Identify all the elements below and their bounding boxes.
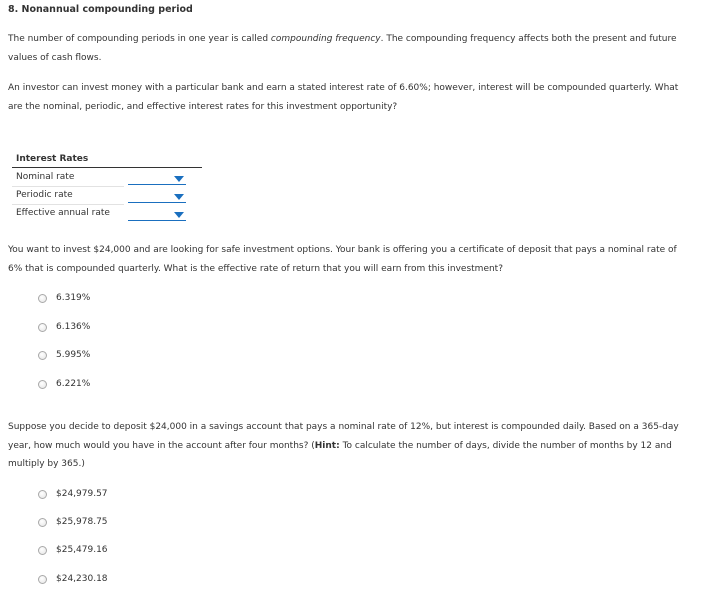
- chevron-down-icon: [174, 194, 184, 200]
- option-label: $24,230.18: [56, 574, 108, 584]
- intro-text-1: The number of compounding periods in one year is called: [8, 34, 271, 44]
- radio-button[interactable]: [38, 490, 47, 499]
- q3-option-3[interactable]: [38, 545, 108, 555]
- q3-option-4[interactable]: [38, 574, 108, 584]
- q2-option-1[interactable]: [38, 293, 90, 303]
- q2-line-2: 6% that is compounded quarterly. What is the effective rate of return that you will earn from this investment?: [8, 263, 503, 274]
- hint-label: Hint:: [314, 440, 340, 451]
- option-label: 6.319%: [56, 293, 91, 303]
- row-divider: [12, 204, 124, 205]
- row-label-nominal-rate: Nominal rate: [16, 172, 75, 182]
- intro-text-2: . The compounding frequency affects both the present and future: [380, 34, 677, 44]
- option-label: 6.221%: [56, 379, 91, 389]
- option-label: $25,479.16: [56, 545, 108, 555]
- q3-line-2-rest: To calculate the number of days, divide the number of months by 12 and: [339, 440, 672, 451]
- radio-button[interactable]: [38, 294, 47, 303]
- row-label-periodic-rate: Periodic rate: [16, 190, 73, 200]
- question-title: 8. Nonannual compounding period: [8, 4, 193, 15]
- q2-option-4[interactable]: [38, 379, 90, 389]
- row-label-effective-annual-rate: Effective annual rate: [16, 208, 110, 218]
- q3-option-2[interactable]: [38, 517, 108, 527]
- q2-option-2[interactable]: [38, 322, 90, 332]
- radio-button[interactable]: [38, 351, 47, 360]
- option-label: 5.995%: [56, 350, 91, 360]
- option-label: $25,978.75: [56, 517, 108, 527]
- effective-rate-question: [8, 241, 698, 278]
- interest-rates-header: Interest Rates: [16, 154, 89, 164]
- radio-button[interactable]: [38, 323, 47, 332]
- chevron-down-icon: [174, 212, 184, 218]
- row-divider: [12, 186, 124, 187]
- nominal-rate-dropdown[interactable]: [128, 174, 186, 185]
- daily-compounding-question: [8, 418, 698, 474]
- option-label: 6.136%: [56, 322, 91, 332]
- table-header-rule: [12, 167, 202, 168]
- periodic-rate-dropdown[interactable]: [128, 192, 186, 203]
- radio-button[interactable]: [38, 546, 47, 555]
- q3-option-1[interactable]: [38, 489, 108, 499]
- scenario-paragraph: [8, 79, 698, 116]
- q3-line-2: year, how much would you have in the account after four months? (: [8, 440, 315, 451]
- radio-button[interactable]: [38, 518, 47, 527]
- option-label: $24,979.57: [56, 489, 108, 499]
- intro-paragraph: [8, 30, 698, 67]
- chevron-down-icon: [174, 176, 184, 182]
- q3-line-3: multiply by 365.): [8, 459, 85, 469]
- intro-emphasis: compounding frequency: [270, 34, 381, 44]
- radio-button[interactable]: [38, 575, 47, 584]
- radio-button[interactable]: [38, 380, 47, 389]
- q3-line-1: Suppose you decide to deposit $24,000 in a savings account that pays a nominal rate of 12%, but interest is compounded daily. Based on a 365-day: [8, 422, 679, 432]
- intro-text-3: values of cash flows.: [8, 52, 102, 63]
- effective-annual-rate-dropdown[interactable]: [128, 210, 186, 221]
- q2-option-3[interactable]: [38, 350, 90, 360]
- scenario-line-2: are the nominal, periodic, and effective interest rates for this investment opportunity?: [8, 101, 398, 112]
- q2-line-1: You want to invest $24,000 and are looking for safe investment options. Your bank is offering you a certificate of deposit that pays a nominal rate of: [8, 245, 677, 255]
- scenario-line-1: An investor can invest money with a particular bank and earn a stated interest rate of 6.60%; however, interest will be compounded quarterly. What: [8, 83, 679, 93]
